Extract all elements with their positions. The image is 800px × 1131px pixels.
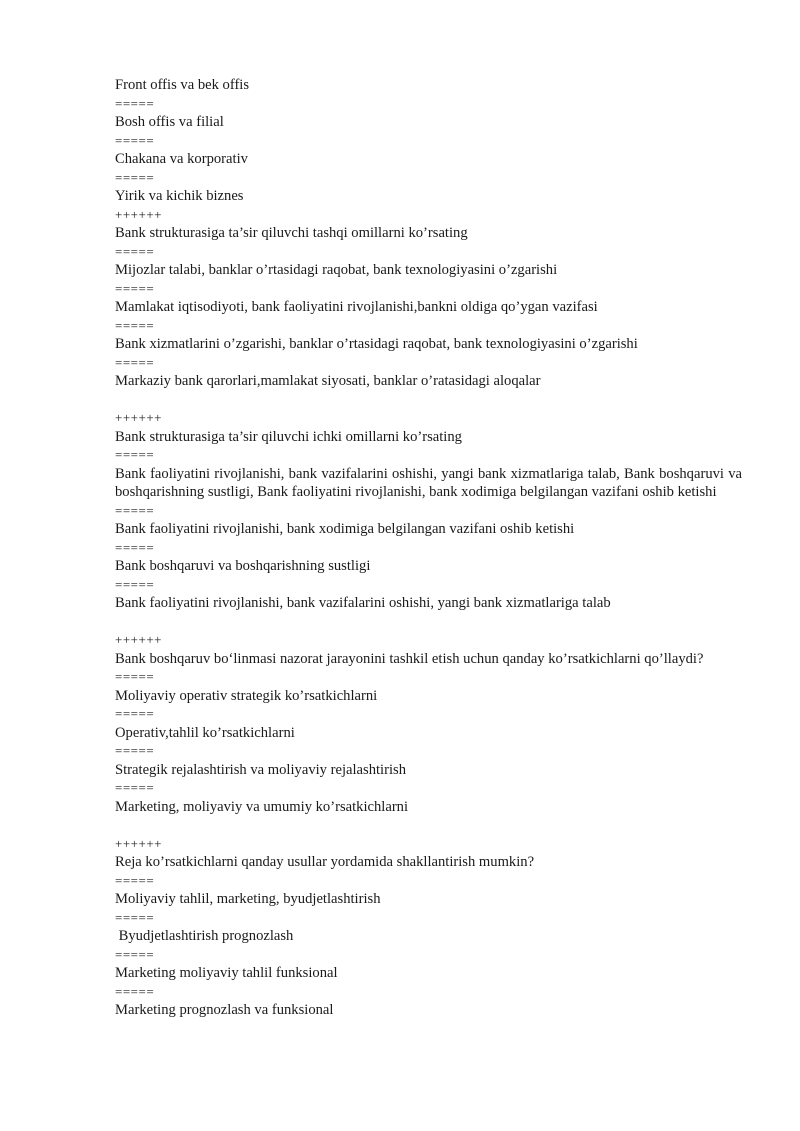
- answer-option: Front offis va bek offis: [115, 77, 250, 93]
- answer-option: Marketing moliyaviy tahlil funksional: [115, 965, 338, 981]
- question-text: Reja ko’rsatkichlarni qanday usullar yordamida shakllantirish mumkin?: [115, 854, 535, 870]
- answer-option: Moliyaviy operativ strategik ko’rsatkichlarni: [115, 687, 378, 704]
- answer-separator: =====: [115, 317, 155, 333]
- answer-option: Byudjetlashtirish prognozlash: [115, 928, 294, 944]
- question-separator: ++++++: [115, 632, 162, 647]
- blank-line: [115, 613, 742, 632]
- answer-separator: =====: [115, 576, 155, 592]
- answer-option: Bosh offis va filial: [115, 114, 224, 130]
- answer-separator: =====: [115, 872, 155, 888]
- answer-separator: =====: [115, 280, 155, 296]
- answer-option: Markaziy bank qarorlari,mamlakat siyosati, banklar o’ratasidagi aloqalar: [115, 373, 541, 389]
- question-text: Bank strukturasiga ta’sir qiluvchi ichki omillarni ko’rsating: [115, 428, 462, 445]
- answer-separator: =====: [115, 706, 155, 721]
- answer-option: Bank faoliyatini rivojlanishi, bank vazifalarini oshishi, yangi bank xizmatlariga talab, Bank boshqaruvi va boshqarishning sustligi, Bank faoliyatini rivojlanishi, bank xodimiga belgilangan vazifani oshib ketishi: [115, 465, 746, 500]
- answer-option: Yirik va kichik biznes: [115, 188, 244, 204]
- answer-option: Bank faoliyatini rivojlanishi, bank xodimiga belgilangan vazifani oshib ketishi: [115, 521, 575, 537]
- answer-separator: =====: [115, 95, 155, 111]
- answer-separator: =====: [115, 669, 155, 684]
- answer-separator: =====: [115, 447, 155, 462]
- blank-line: [115, 391, 742, 410]
- answer-separator: =====: [115, 169, 155, 185]
- answer-separator: =====: [115, 780, 155, 795]
- answer-separator: =====: [115, 909, 155, 925]
- answer-separator: =====: [115, 354, 155, 370]
- answer-separator: =====: [115, 946, 155, 962]
- answer-option: Moliyaviy tahlil, marketing, byudjetlashtirish: [115, 891, 381, 907]
- answer-option: Marketing, moliyaviy va umumiy ko’rsatkichlarni: [115, 798, 409, 815]
- answer-separator: =====: [115, 243, 155, 259]
- answer-option: Bank faoliyatini rivojlanishi, bank vazifalarini oshishi, yangi bank xizmatlariga talab: [115, 595, 611, 611]
- answer-separator: =====: [115, 743, 155, 758]
- answer-option: Operativ,tahlil ko’rsatkichlarni: [115, 724, 295, 741]
- answer-separator: =====: [115, 502, 155, 518]
- answer-separator: =====: [115, 132, 155, 148]
- question-separator: ++++++: [115, 410, 162, 425]
- question-separator: ++++++: [115, 835, 162, 851]
- answer-option: Mamlakat iqtisodiyoti, bank faoliyatini rivojlanishi,bankni oldiga qo’ygan vazifasi: [115, 299, 598, 315]
- answer-option: Marketing prognozlash va funksional: [115, 1002, 334, 1018]
- answer-separator: =====: [115, 983, 155, 999]
- answer-option: Mijozlar talabi, banklar o’rtasidagi raqobat, bank texnologiyasini o’zgarishi: [115, 262, 558, 278]
- question-text: Bank boshqaruv bo‘linmasi nazorat jarayonini tashkil etish uchun qanday ko’rsatkichlarni qo’llaydi?: [115, 650, 704, 667]
- document-page: [115, 76, 746, 1020]
- answer-option: Bank xizmatlarini o’zgarishi, banklar o’rtasidagi raqobat, bank texnologiyasini o’zgarishi: [115, 336, 638, 352]
- answer-option: Chakana va korporativ: [115, 151, 248, 167]
- answer-option: Strategik rejalashtirish va moliyaviy rejalashtirish: [115, 761, 406, 778]
- answer-option: Bank boshqaruvi va boshqarishning sustligi: [115, 558, 371, 574]
- question-text: Bank strukturasiga ta’sir qiluvchi tashqi omillarni ko’rsating: [115, 225, 468, 241]
- answer-separator: =====: [115, 539, 155, 555]
- question-separator: ++++++: [115, 206, 162, 222]
- blank-line: [115, 816, 742, 835]
